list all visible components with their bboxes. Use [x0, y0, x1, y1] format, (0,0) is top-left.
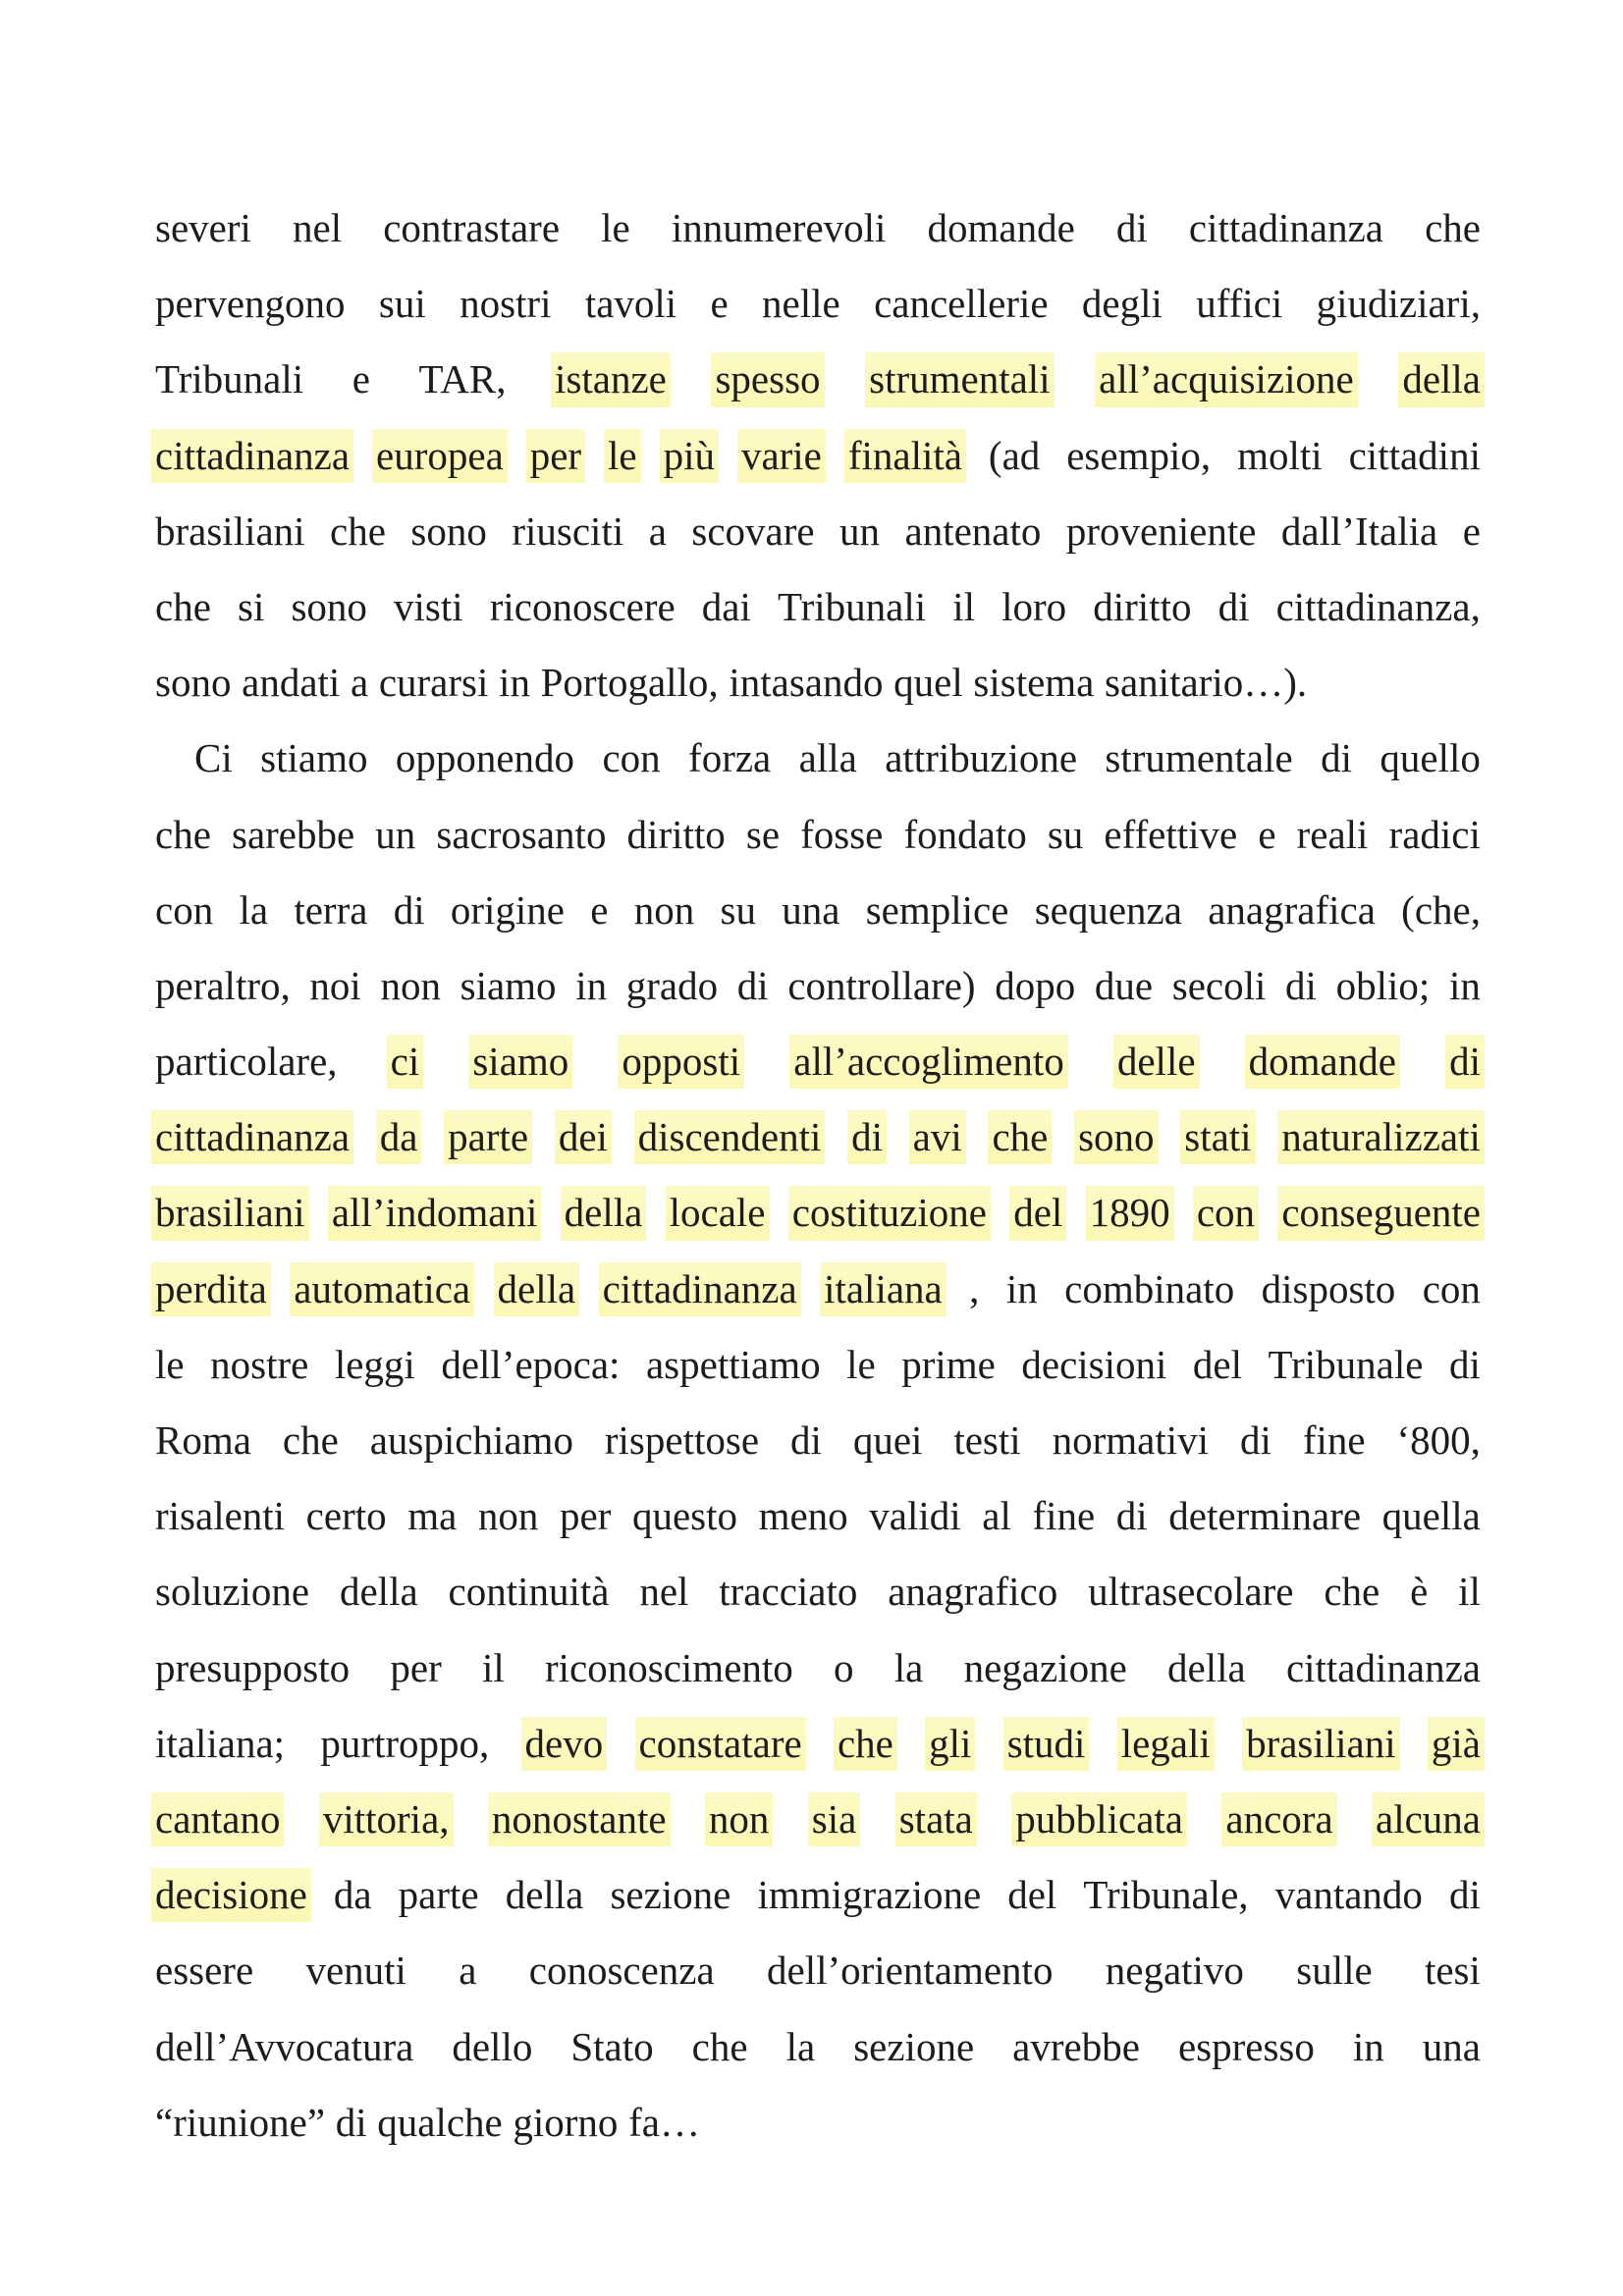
word: che [1425, 205, 1481, 250]
highlighted-word: che [988, 1099, 1052, 1175]
word: di [1321, 735, 1352, 781]
word: purtroppo, [320, 1720, 490, 1766]
word: “riunione” [155, 2099, 326, 2145]
word: quel [893, 660, 963, 706]
word: vantando [1274, 1872, 1423, 1918]
word: nostre [210, 1341, 309, 1387]
word: italiana; [155, 1720, 286, 1766]
word: riconoscere [489, 583, 676, 629]
word: di [1448, 1341, 1481, 1387]
word: secoli [1171, 962, 1267, 1008]
word: e [1258, 811, 1276, 857]
word: nelle [762, 281, 840, 327]
word: sono [155, 660, 232, 706]
highlighted-word: europea [372, 418, 508, 494]
word: Tribunali [155, 356, 304, 402]
highlighted-word: automatica [290, 1252, 474, 1327]
word: dell’orientamento [767, 1948, 1054, 1994]
word: rispettose [604, 1417, 760, 1463]
word: le [155, 1341, 185, 1387]
word: dello [452, 2023, 533, 2069]
word: il [1458, 1569, 1481, 1615]
word: brasiliani [155, 507, 305, 554]
word: siamo [460, 962, 557, 1008]
word: severi [155, 205, 251, 250]
word: (ad [988, 432, 1041, 478]
word: di [1217, 583, 1250, 629]
word: che [330, 507, 386, 554]
text-line [155, 1327, 1481, 1403]
word: sequenza [1034, 886, 1182, 933]
word: particolare, [155, 1039, 338, 1085]
word: TAR, [418, 356, 507, 402]
highlighted-word: non [705, 1782, 774, 1857]
highlighted-word: brasiliani [151, 1175, 309, 1251]
highlighted-word: brasiliani [1242, 1706, 1400, 1782]
word: se [745, 811, 781, 857]
word: di [1115, 205, 1148, 250]
highlighted-word: cittadinanza [151, 418, 353, 494]
highlighted-word: ci [387, 1024, 424, 1099]
word: della [339, 1569, 418, 1615]
highlighted-word: nonostante [488, 1782, 671, 1857]
highlighted-word: della [494, 1252, 580, 1327]
text-line [155, 797, 1481, 873]
word: questo [631, 1493, 737, 1539]
word: su [720, 886, 756, 933]
word: tavoli [584, 281, 677, 327]
highlighted-word: sono [1074, 1099, 1158, 1175]
word: della [505, 1872, 584, 1918]
word: non [380, 962, 441, 1008]
word: esempio, [1066, 432, 1212, 478]
word: cancellerie [874, 281, 1049, 327]
highlighted-word: già [1428, 1706, 1485, 1782]
word: pervengono [155, 281, 346, 327]
text-line [155, 1857, 1481, 1933]
text-line [155, 645, 1481, 721]
text-line [155, 1024, 1481, 1099]
highlighted-word: finalità [844, 418, 966, 494]
word: tesi [1424, 1948, 1481, 1994]
highlighted-word: di [1445, 1024, 1485, 1099]
word: antenato [904, 507, 1042, 554]
word: sono [410, 507, 487, 554]
word: determinare [1168, 1493, 1362, 1539]
word: intasando [729, 660, 884, 706]
word: per [560, 1493, 612, 1539]
word: giudiziari, [1316, 281, 1481, 327]
highlighted-word: per [526, 418, 585, 494]
highlighted-word: del [1009, 1175, 1066, 1251]
word: a [648, 507, 667, 554]
highlighted-word: italiana [820, 1252, 947, 1327]
highlighted-word: costituzione [788, 1175, 991, 1251]
word: Tribunale [1268, 1341, 1424, 1387]
word: combinato [1064, 1265, 1235, 1311]
word: terra [294, 886, 368, 933]
word: visti [394, 583, 463, 629]
highlighted-word: all’indomani [328, 1175, 542, 1251]
word: radici [1388, 811, 1481, 857]
highlighted-word: di [847, 1099, 887, 1175]
word: di [335, 2099, 367, 2145]
text-line [155, 1478, 1481, 1554]
word: espresso [1177, 2023, 1315, 2069]
highlighted-word: della [561, 1175, 647, 1251]
word: la [239, 886, 269, 933]
text-line [155, 1706, 1481, 1782]
text-line [155, 873, 1481, 948]
text-line [155, 1782, 1481, 1857]
word: validi [869, 1493, 961, 1539]
word: leggi [334, 1341, 415, 1387]
word: qualche [377, 2099, 503, 2145]
word: andati [242, 660, 341, 706]
word: del [1192, 1341, 1243, 1387]
word: quei [852, 1417, 923, 1463]
word: fine [1032, 1493, 1096, 1539]
highlighted-word: cittadinanza [151, 1099, 353, 1175]
highlighted-word: domande [1245, 1024, 1400, 1099]
word: Tribunali [777, 583, 927, 629]
word: loro [1001, 583, 1067, 629]
word: sono [291, 583, 367, 629]
word: anagrafico [888, 1569, 1058, 1615]
word: di [736, 962, 769, 1008]
word: cittadinanza, [1275, 583, 1481, 629]
word: innumerevoli [671, 205, 887, 250]
word: semplice [865, 886, 1009, 933]
word: cittadini [1348, 432, 1481, 478]
highlighted-word: le [604, 418, 641, 494]
highlighted-word: pubblicata [1011, 1782, 1187, 1857]
word: e [710, 281, 729, 327]
word: conoscenza [528, 1948, 715, 1994]
word: negazione [963, 1644, 1127, 1690]
highlighted-word: perdita [151, 1252, 271, 1327]
word: non [477, 1493, 539, 1539]
word: dai [701, 583, 751, 629]
word: continuità [448, 1569, 610, 1615]
word: soluzione [155, 1569, 310, 1615]
word: di [1239, 1417, 1271, 1463]
word: sarebbe [232, 811, 355, 857]
word: si [238, 583, 265, 629]
highlighted-word: stati [1180, 1099, 1255, 1175]
word: forza [688, 735, 772, 781]
highlighted-word: naturalizzati [1277, 1099, 1485, 1175]
word: certo [305, 1493, 387, 1539]
text-line [155, 1554, 1481, 1629]
highlighted-word: stata [895, 1782, 977, 1857]
text-line [155, 494, 1481, 569]
word: la [785, 2023, 816, 2069]
word: curarsi [378, 660, 489, 706]
word: della [1167, 1644, 1246, 1690]
word: cittadinanza [1285, 1644, 1481, 1690]
word: cittadinanza [1188, 205, 1383, 250]
text-line [155, 418, 1481, 494]
word: non [633, 886, 695, 933]
highlighted-word: ancora [1221, 1782, 1336, 1857]
word: (che, [1401, 886, 1481, 933]
word: fondato [903, 811, 1027, 857]
word: sulle [1296, 1948, 1373, 1994]
word: stiamo [260, 735, 368, 781]
text-line [155, 190, 1481, 266]
highlighted-word: opposti [618, 1024, 744, 1099]
word: noi [309, 962, 361, 1008]
word: contrastare [383, 205, 561, 250]
word: opponendo [395, 735, 575, 781]
word: parte [398, 1872, 479, 1918]
text-line [155, 2085, 1481, 2161]
word: che [691, 2023, 748, 2069]
word: quello [1380, 735, 1481, 781]
word: sacrosanto [436, 811, 607, 857]
word: sistema [973, 660, 1095, 706]
word: che [155, 811, 211, 857]
text-line [155, 1175, 1481, 1251]
word: e [1462, 507, 1481, 554]
highlighted-word: da [376, 1099, 422, 1175]
word: Roma [155, 1417, 251, 1463]
word: meno [758, 1493, 848, 1539]
word: molti [1237, 432, 1323, 478]
text-line [155, 948, 1481, 1024]
word: normativi [1052, 1417, 1210, 1463]
word: in [575, 962, 608, 1008]
highlighted-word: cantano [151, 1782, 284, 1857]
highlighted-word: conseguente [1277, 1175, 1485, 1251]
word: che [155, 583, 211, 629]
highlighted-word: avi [909, 1099, 966, 1175]
word: in [1005, 1265, 1038, 1311]
word: oblio; [1335, 962, 1431, 1008]
word: che [1324, 1569, 1380, 1615]
word: diritto [1093, 583, 1192, 629]
word: le [601, 205, 630, 250]
word: Tribunale, [1083, 1872, 1249, 1918]
word: con [1422, 1265, 1481, 1311]
highlighted-word: alcuna [1372, 1782, 1485, 1857]
word: giorno [513, 2099, 619, 2145]
word: la [893, 1644, 924, 1690]
word: una [782, 886, 840, 933]
word: dopo [995, 962, 1076, 1008]
highlighted-word: che [834, 1706, 897, 1782]
word: in [1352, 2023, 1384, 2069]
word: strumentale [1105, 735, 1293, 781]
word: diritto [626, 811, 726, 857]
text-line [155, 1099, 1481, 1175]
text-line [155, 1933, 1481, 2008]
word: ultrasecolare [1088, 1569, 1294, 1615]
highlighted-word: con [1193, 1175, 1259, 1251]
word: ma [407, 1493, 458, 1539]
highlighted-word: istanze [551, 342, 671, 417]
word: controllare) [787, 962, 976, 1008]
text-line [155, 342, 1481, 417]
document-body-text [155, 190, 1481, 2161]
word: prime [901, 1341, 996, 1387]
word: e [590, 886, 609, 933]
word: in [499, 660, 530, 706]
word: auspichiamo [369, 1417, 573, 1463]
word: di [393, 886, 425, 933]
highlighted-word: constatare [635, 1706, 806, 1782]
word: in [1448, 962, 1481, 1008]
highlighted-word: all’accoglimento [789, 1024, 1068, 1099]
word: fa… [628, 2099, 700, 2145]
word: grado [625, 962, 719, 1008]
word: del [1007, 1872, 1057, 1918]
word: uffici [1196, 281, 1283, 327]
highlighted-word: delle [1113, 1024, 1200, 1099]
word: un [839, 507, 881, 554]
text-line [155, 1403, 1481, 1478]
word: da [333, 1872, 372, 1918]
word: di [1285, 962, 1317, 1008]
word: di [1448, 1872, 1481, 1918]
word: proveniente [1065, 507, 1257, 554]
highlighted-word: vittoria, [319, 1782, 454, 1857]
word: presupposto [155, 1644, 351, 1690]
highlighted-word: all’acquisizione [1095, 342, 1358, 417]
highlighted-word: cittadinanza [599, 1252, 801, 1327]
highlighted-word: della [1398, 342, 1485, 417]
text-line [155, 2009, 1481, 2085]
highlighted-word: spesso [711, 342, 824, 417]
word: riusciti [512, 507, 624, 554]
word: dell’epoca: [441, 1341, 621, 1387]
word: effettive [1104, 811, 1238, 857]
word: o [834, 1644, 854, 1690]
word: che [282, 1417, 339, 1463]
word: nel [293, 205, 343, 250]
word: di [1115, 1493, 1148, 1539]
word: peraltro, [155, 962, 291, 1008]
word: tracciato [719, 1569, 858, 1615]
word: a [350, 660, 369, 706]
word: a [459, 1948, 477, 1994]
highlighted-word: parte [444, 1099, 532, 1175]
word: riconoscimento [545, 1644, 793, 1690]
word: dell’Avvocatura [155, 2023, 414, 2069]
highlighted-word: discendenti [634, 1099, 826, 1175]
text-line [155, 1630, 1481, 1706]
highlighted-word: devo [521, 1706, 608, 1782]
word: nostri [460, 281, 552, 327]
word: su [1047, 811, 1084, 857]
highlighted-word: più [660, 418, 719, 494]
word: Ci [194, 735, 233, 781]
word: negativo [1105, 1948, 1244, 1994]
paragraph [155, 721, 1481, 2161]
word: essere [155, 1948, 254, 1994]
word: sezione [610, 1872, 731, 1918]
text-line [155, 1252, 1481, 1327]
word: venuti [305, 1948, 406, 1994]
highlighted-word: varie [737, 418, 826, 494]
text-line [155, 721, 1481, 796]
highlighted-word: siamo [468, 1024, 572, 1099]
word: di [789, 1417, 822, 1463]
highlighted-word: dei [555, 1099, 612, 1175]
word: avrebbe [1012, 2023, 1140, 2069]
word: il [952, 583, 976, 629]
word: fosse [800, 811, 884, 857]
word: nel [639, 1569, 689, 1615]
highlighted-word: legali [1117, 1706, 1215, 1782]
word: il [481, 1644, 505, 1690]
word: le [846, 1341, 876, 1387]
word: reali [1296, 811, 1369, 857]
text-line [155, 569, 1481, 645]
word: due [1094, 962, 1154, 1008]
highlighted-word: 1890 [1086, 1175, 1174, 1251]
text-line [155, 266, 1481, 342]
word: fine [1302, 1417, 1366, 1463]
word: aspettiamo [645, 1341, 821, 1387]
word: un [375, 811, 416, 857]
word: immigrazione [757, 1872, 982, 1918]
word: al [982, 1493, 1011, 1539]
highlighted-word: gli [925, 1706, 975, 1782]
word: per [390, 1644, 442, 1690]
paragraph [155, 190, 1481, 721]
word: alla [798, 735, 857, 781]
word: con [155, 886, 214, 933]
word: è [1410, 1569, 1429, 1615]
word: attribuzione [885, 735, 1078, 781]
word: degli [1081, 281, 1163, 327]
word: scovare [691, 507, 815, 554]
word: , [969, 1265, 980, 1311]
highlighted-word: strumentali [865, 342, 1054, 417]
word: dall’Italia [1280, 507, 1438, 554]
word: origine [450, 886, 565, 933]
word: sezione [853, 2023, 975, 2069]
word: Stato [570, 2023, 654, 2069]
highlighted-word: studi [1003, 1706, 1090, 1782]
word: domande [927, 205, 1075, 250]
word: decisioni [1021, 1341, 1167, 1387]
word: una [1422, 2023, 1481, 2069]
word: Portogallo, [540, 660, 719, 706]
word: e [352, 356, 370, 402]
highlighted-word: sia [808, 1782, 861, 1857]
word: con [602, 735, 661, 781]
word: ‘800, [1396, 1417, 1481, 1463]
word: testi [953, 1417, 1021, 1463]
highlighted-word: locale [666, 1175, 770, 1251]
word: quella [1381, 1493, 1481, 1539]
word: sanitario…). [1105, 660, 1308, 706]
highlighted-word: decisione [151, 1857, 311, 1933]
word: sui [378, 281, 426, 327]
word: risalenti [155, 1493, 286, 1539]
word: anagrafica [1208, 886, 1376, 933]
word: disposto [1261, 1265, 1396, 1311]
